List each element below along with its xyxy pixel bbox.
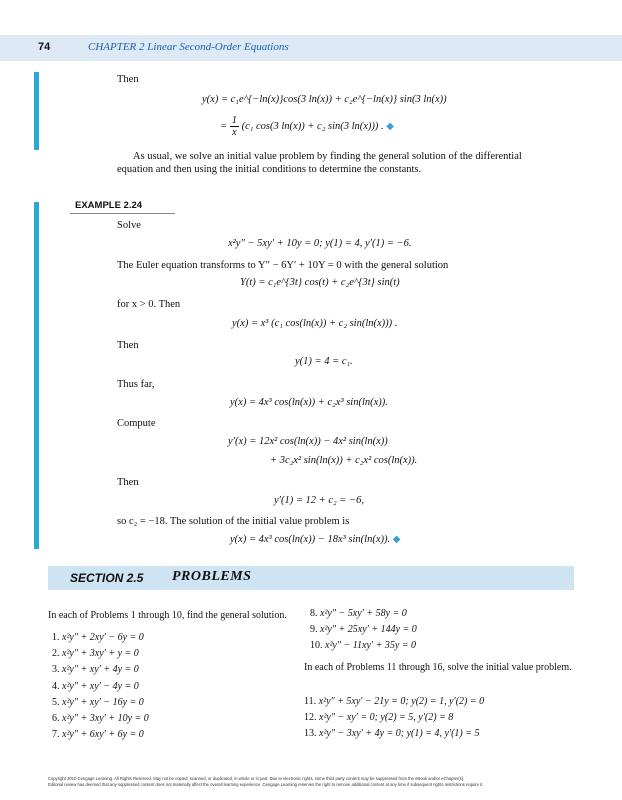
list-item: 8. x²y″ − 5xy′ + 58y = 0: [310, 608, 407, 619]
equation-thus-far: y(x) = 4x³ cos(ln(x)) + c₂x³ sin(ln(x)).: [230, 397, 388, 408]
example-underline: [70, 213, 175, 214]
for-x-text: for x > 0. Then: [117, 299, 181, 310]
list-item: 6. x²y″ + 3xy′ + 10y = 0: [52, 712, 149, 724]
list-item: 9. x²y″ + 25xy′ + 144y = 0: [310, 624, 417, 635]
section-title: PROBLEMS: [172, 569, 252, 584]
equation-ivp: x²y″ − 5xy′ + 10y = 0; y(1) = 4, y′(1) = −6.: [228, 238, 412, 249]
page-number: 74: [38, 41, 51, 53]
footer-line-1: Copyright 2010 Cengage Learning. All Rights Reserved. May not be copied, scanned, or duplicated, in whole or in part. Due to electronic rights, some third party content may be suppressed from the eBook and/or eChapter(s).: [48, 776, 465, 781]
list-item: 4. x²y″ + xy′ − 4y = 0: [52, 680, 139, 692]
margin-marker-example: [34, 202, 39, 549]
fraction: [230, 115, 239, 138]
list-item: 1. x²y″ + 2xy′ − 6y = 0: [52, 632, 144, 643]
euler-text: The Euler equation transforms to Y″ − 6Y′ + 10Y = 0 with the general solution: [117, 260, 449, 271]
then-text-2: Then: [117, 340, 139, 351]
end-of-example-diamond-icon-2: ◆: [392, 534, 401, 545]
then-text: Then: [117, 74, 139, 85]
equals-sign: =: [220, 120, 228, 132]
equation-derivative-at-1: y′(1) = 12 + c₂ = −6,: [274, 495, 364, 506]
margin-marker-top: [34, 72, 39, 150]
list-item: 2. x²y″ + 3xy′ + y = 0: [52, 648, 139, 660]
fraction-numerator: 1: [231, 115, 237, 126]
problems-list-left: [52, 632, 292, 745]
so-text: so c₂ = −18. The solution of the initial value problem is: [117, 516, 350, 527]
end-of-example-diamond-icon: ◆: [386, 120, 394, 132]
example-label: EXAMPLE 2.24: [75, 200, 143, 211]
problems-list-right-bottom: [304, 696, 594, 744]
list-item: 5. x²y″ + xy′ − 16y = 0: [52, 696, 144, 708]
list-item: 3. x²y″ + xy′ + 4y = 0: [52, 664, 139, 676]
fraction-denominator: x: [232, 127, 237, 138]
compute-text: Compute: [117, 418, 156, 429]
list-item: 12. x²y″ − xy′ = 0; y(2) = 5, y′(2) = 8: [304, 712, 454, 723]
problems-list-right-top: [310, 608, 580, 656]
equation-y-x3: y(x) = x³ (c₁ cos(ln(x)) + c₂ sin(ln(x))) .: [232, 318, 398, 329]
equation-y1: y(1) = 4 = c₁.: [295, 356, 353, 367]
list-item: 13. x²y″ − 3xy′ + 4y = 0; y(1) = 4, y′(1) = 5: [304, 728, 480, 739]
solve-text: Solve: [117, 220, 141, 231]
problems-intro-left: In each of Problems 1 through 10, find the general solution.: [48, 610, 287, 621]
equation-y-general: y(x) = c₁e^{−ln(x)}cos(3 ln(x)) + c₂e^{−ln(x)} sin(3 ln(x)): [202, 94, 447, 105]
list-item: 7. x²y″ + 6xy′ + 6y = 0: [52, 729, 144, 741]
equation-final-solution: [230, 534, 400, 545]
then-text-3: Then: [117, 477, 139, 488]
equation-Y-general: Y(t) = c₁e^{3t} cos(t) + c₂e^{3t} sin(t): [240, 277, 400, 288]
thus-far-text: Thus far,: [117, 379, 155, 390]
equation-derivative-line1: y′(x) = 12x² cos(ln(x)) − 4x² sin(ln(x)): [228, 436, 388, 447]
equation-derivative-line2: + 3c₂x² sin(ln(x)) + c₂x² cos(ln(x)).: [270, 455, 418, 466]
list-item: 11. x²y″ + 5xy′ − 21y = 0; y(2) = 1, y′(2) = 0: [304, 696, 485, 707]
section-label: SECTION 2.5: [70, 571, 144, 585]
equation-y-simplified: [220, 115, 394, 138]
problems-intro-right: In each of Problems 11 through 16, solve the initial value problem.: [304, 662, 572, 673]
equation-final-text: y(x) = 4x³ cos(ln(x)) − 18x³ sin(ln(x)).: [230, 534, 391, 545]
copyright-footer: [48, 776, 588, 788]
list-item: 10. x²y″ − 11xy′ + 35y = 0: [310, 640, 417, 651]
footer-line-2: Editorial review has deemed that any suppressed content does not materially affect the overall learning experience. Cengage Learning reserves the right to remove additional content at any time if subsequent rights restrictions require it.: [48, 782, 484, 787]
chapter-title: CHAPTER 2 Linear Second-Order Equations: [88, 41, 289, 53]
paragraph-initial-value: As usual, we solve an initial value problem by finding the general solution of the differential equation and then using the initial conditions to determine the constants.: [117, 151, 522, 175]
equation-rest: (c₁ cos(3 ln(x)) + c₂ sin(3 ln(x))) .: [241, 120, 384, 132]
